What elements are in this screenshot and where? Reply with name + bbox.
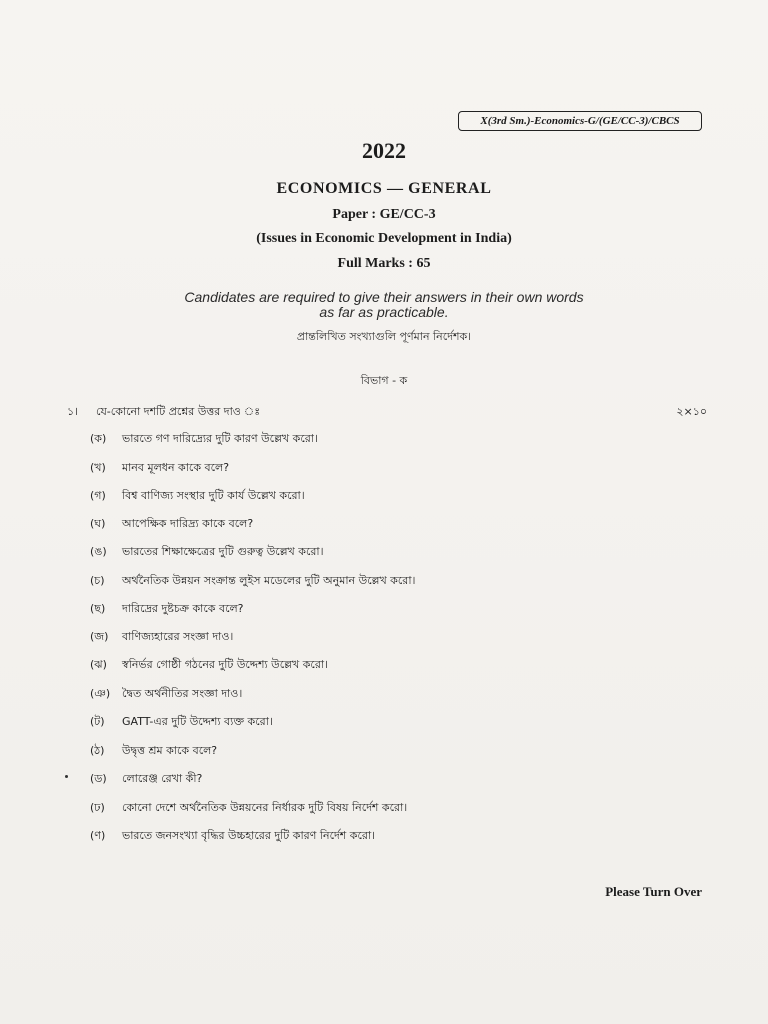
sub-question — [90, 626, 510, 646]
paper-code: Paper : GE/CC-3 — [332, 207, 436, 222]
instruction-line-2: as far as practicable. — [319, 304, 449, 320]
paper-code-box: X(3rd Sm.)-Economics-G/(GE/CC-3)/CBCS — [458, 111, 702, 131]
sub-question — [90, 513, 510, 533]
sub-question-label: (ঘ) — [90, 517, 106, 530]
marks-note-bengali: প্রান্তলিখিত সংখ্যাগুলি পূর্ণমান নির্দেশক। — [296, 330, 472, 343]
sub-question — [90, 797, 510, 817]
sub-question — [90, 768, 510, 788]
sub-question-label: (ঠ) — [90, 744, 105, 757]
sub-question — [90, 428, 510, 448]
sub-question-text: উদ্বৃত্ত শ্রম কাকে বলে? — [122, 744, 218, 757]
please-turn-over: Please Turn Over — [605, 884, 702, 899]
sub-question-text: দারিদ্রের দুষ্টচক্র কাকে বলে? — [122, 602, 244, 615]
sub-question-text: অর্থনৈতিক উন্নয়ন সংক্রান্ত লুইস মডেলের দুটি অনুমান উল্লেখ করো। — [122, 574, 416, 587]
sub-question-text: মানব মূলধন কাকে বলে? — [122, 461, 230, 474]
sub-question-text: আপেক্ষিক দারিদ্র্য কাকে বলে? — [122, 517, 254, 530]
sub-question-text: ভারতের শিক্ষাক্ষেত্রের দুটি গুরুত্ব উল্লেখ করো। — [122, 545, 324, 558]
sub-question — [90, 683, 510, 703]
instruction-line-1: Candidates are required to give their answers in their own words — [184, 289, 584, 305]
sub-question-text: বিশ্ব বাণিজ্য সংস্থার দুটি কার্য উল্লেখ করো। — [122, 489, 305, 502]
sub-question-label: (ক) — [90, 432, 107, 445]
paper-title: (Issues in Economic Development in India) — [256, 231, 512, 246]
sub-question-label: (ছ) — [90, 602, 106, 615]
sub-question-text: কোনো দেশে অর্থনৈতিক উন্নয়নের নির্ধারক দুটি বিষয় নির্দেশ করো। — [122, 801, 408, 814]
question-1-header — [67, 401, 707, 421]
sub-question — [90, 825, 510, 845]
sub-question-text: দ্বৈত অর্থনীতির সংজ্ঞা দাও। — [122, 687, 243, 700]
sub-question — [90, 485, 510, 505]
sub-question-text: ভারতে গণ দারিদ্র্যের দুটি কারণ উল্লেখ করো। — [122, 432, 318, 445]
sub-question-label: (ড) — [90, 772, 107, 785]
sub-question-text: বাণিজ্যহারের সংজ্ঞা দাও। — [122, 630, 234, 643]
sub-question-label: (খ) — [90, 461, 106, 474]
sub-question — [90, 711, 510, 731]
sub-question-label: (ট) — [90, 715, 105, 728]
sub-question-label: (ঝ) — [90, 658, 107, 671]
sub-question-text: লোরেঞ্জ রেখা কী? — [122, 772, 203, 785]
sub-question — [90, 740, 510, 760]
sub-question-label: (জ) — [90, 630, 109, 643]
sub-question-label: (ঙ) — [90, 545, 107, 558]
sub-question-text: GATT-এর দুটি উদ্দেশ্য ব্যক্ত করো। — [122, 715, 273, 728]
sub-question-label: (ঢ) — [90, 801, 105, 814]
sub-question — [90, 598, 510, 618]
sub-question-text: স্বনির্ভর গোষ্ঠী গঠনের দুটি উদ্দেশ্য উল্লেখ করো। — [122, 658, 329, 671]
exam-year: 2022 — [362, 138, 406, 163]
sub-question — [90, 570, 510, 590]
sub-question — [90, 457, 510, 477]
sub-question — [90, 541, 510, 561]
sub-question-label: (চ) — [90, 574, 105, 587]
sub-question-label: (ঞ) — [90, 687, 111, 700]
section-heading: বিভাগ - ক — [360, 374, 408, 387]
sub-question-label: (গ) — [90, 489, 106, 502]
sub-question-text: ভারতে জনসংখ্যা বৃদ্ধির উচ্চহারের দুটি কারণ নির্দেশ করো। — [122, 829, 376, 842]
question-instruction: যে-কোনো দশটি প্রশ্নের উত্তর দাও ঃ — [96, 405, 261, 418]
subject-title: ECONOMICS — GENERAL — [276, 180, 492, 197]
full-marks: Full Marks : 65 — [337, 256, 431, 271]
question-marks: ২×১০ — [676, 405, 707, 418]
sub-question-label: (ণ) — [90, 829, 106, 842]
sub-question — [90, 654, 510, 674]
question-number: ১। — [67, 405, 79, 418]
scan-speck — [65, 775, 68, 778]
